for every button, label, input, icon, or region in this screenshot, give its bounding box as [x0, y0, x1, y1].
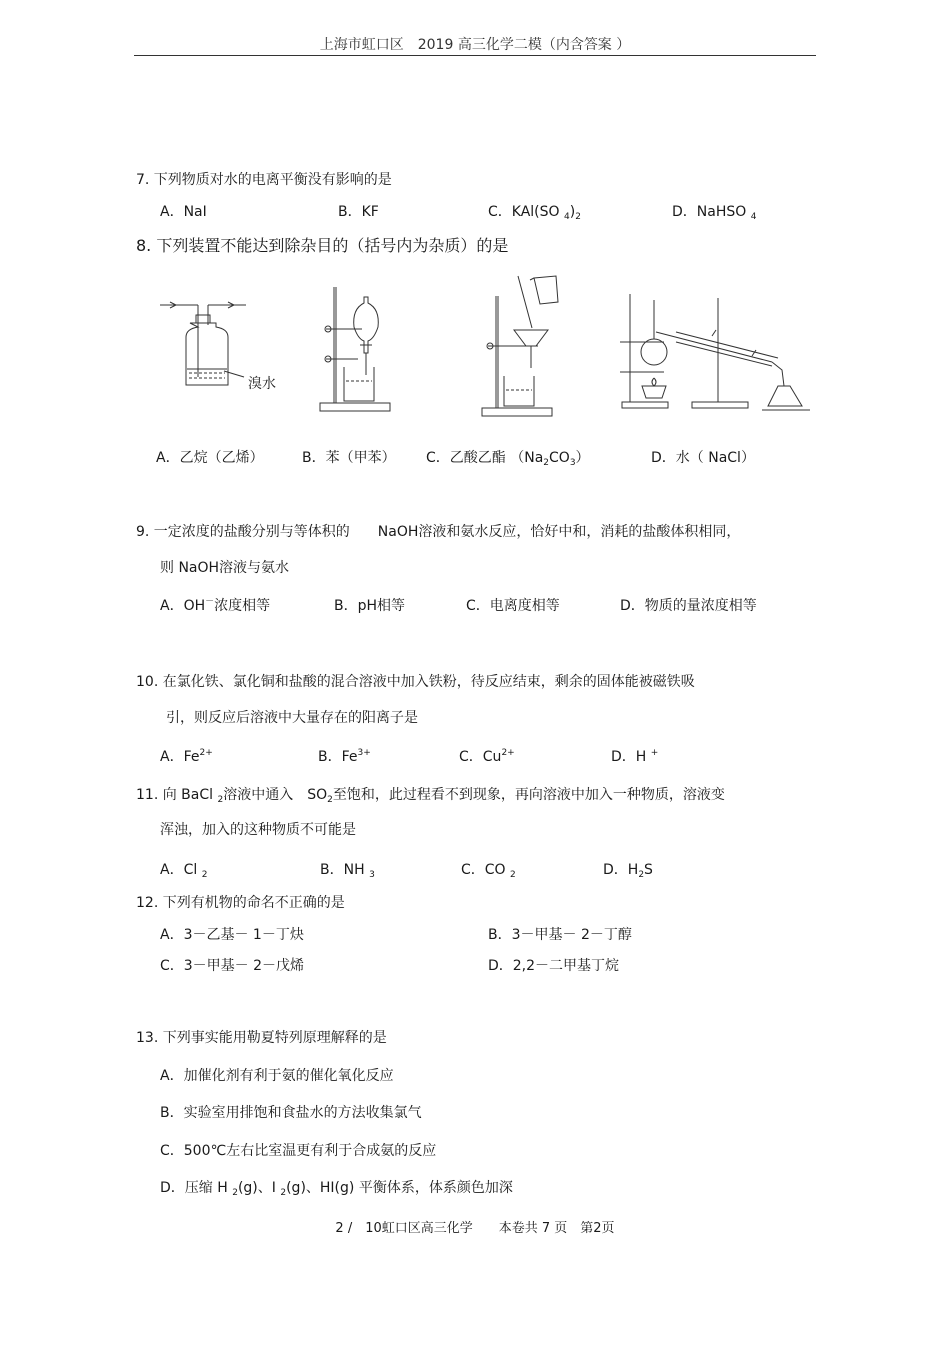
apparatus-d-distillation — [612, 290, 812, 412]
q8-stem: 8. 下列装置不能达到除杂目的（括号内为杂质）的是 — [136, 236, 509, 255]
q9-stem-line2: 则 NaOH溶液与氨水 — [160, 560, 290, 576]
q8-option-a: A．乙烷（乙烯） — [156, 450, 264, 466]
q7-option-a: A．NaI — [160, 204, 207, 220]
q13-option-c: C．500℃左右比室温更有利于合成氨的反应 — [160, 1143, 437, 1159]
q13-stem: 13. 下列事实能用勒夏特列原理解释的是 — [136, 1030, 387, 1046]
q10-option-b: B．$Fe^{3+}$ — [318, 748, 371, 765]
q12-stem: 12. 下列有机物的命名不正确的是 — [136, 895, 345, 911]
q10-option-c: C．$Cu^{2+}$ — [459, 748, 515, 765]
q13-option-d: D．压缩 H $_2$(g)、I $_2$(g)、HI(g) 平衡体系，体系颜色加深 — [160, 1180, 513, 1198]
q7-option-c: C．KAl(SO $_4)_2$ — [488, 204, 581, 222]
q10-option-a: A．$Fe^{2+}$ — [160, 748, 213, 765]
q12-option-c: C．3－甲基－ 2－戊烯 — [160, 958, 305, 974]
header-divider — [134, 55, 816, 56]
q11-stem-line1: 11. 向 BaCl $_2$溶液中通入 $SO_2$至饱和，此过程看不到现象，再向溶液中加入一种物质，溶液变 — [136, 787, 725, 805]
apparatus-a-washing-bottle — [158, 295, 253, 395]
q7-stem: 7. 下列物质对水的电离平衡没有影响的是 — [136, 172, 392, 188]
q10-option-d: D．H + — [611, 748, 659, 765]
q8-option-b: B．苯（甲苯） — [302, 450, 396, 466]
q9-stem-line1: 9. 一定浓度的盐酸分别与等体积的 NaOH溶液和氨水反应，恰好中和，消耗的盐酸体积相同， — [136, 524, 741, 540]
q8-bromine-water-label: 溴水 — [248, 376, 276, 392]
q12-option-b: B．3－甲基－ 2－丁醇 — [488, 927, 632, 943]
q8-option-c: C．乙酸乙酯 $(Na_2CO_3)$ — [426, 450, 590, 468]
q11-option-c: C．CO $_2$ — [461, 862, 516, 880]
q9-option-d: D．物质的量浓度相等 — [620, 598, 757, 614]
q9-option-a: A．OH－浓度相等 — [160, 597, 271, 614]
q11-option-a: A．Cl $_2$ — [160, 862, 208, 880]
q12-option-a: A．3－乙基－ 1－丁炔 — [160, 927, 304, 943]
q11-stem-line2: 浑浊，加入的这种物质不可能是 — [160, 822, 356, 838]
q11-option-d: D．$H_2S$ — [603, 862, 653, 880]
q8-option-d: D．水（ NaCl） — [651, 450, 755, 466]
q13-option-a: A．加催化剂有利于氨的催化氧化反应 — [160, 1068, 394, 1084]
page-header: 上海市虹口区 2019 高三化学二模（内含答案 ） — [319, 37, 631, 53]
page-footer: 2 / 10虹口区高三化学 本卷共 7 页 第2页 — [335, 1221, 615, 1236]
q13-option-b: B．实验室用排饱和食盐水的方法收集氯气 — [160, 1105, 422, 1121]
q7-option-b: B．KF — [338, 204, 379, 220]
q11-option-b: B．NH $_3$ — [320, 862, 375, 880]
q9-option-b: B．pH相等 — [334, 598, 406, 614]
apparatus-c-filtration — [478, 272, 566, 420]
apparatus-b-separatory-funnel — [318, 285, 394, 415]
q10-stem-line1: 10. 在氯化铁、氯化铜和盐酸的混合溶液中加入铁粉，待反应结束，剩余的固体能被磁铁吸 — [136, 674, 695, 690]
q9-option-c: C．电离度相等 — [466, 598, 560, 614]
q10-stem-line2: 引，则反应后溶液中大量存在的阳离子是 — [166, 710, 418, 726]
q12-option-d: D．2,2－二甲基丁烷 — [488, 958, 620, 974]
q7-option-d: D．NaHSO $_4$ — [672, 204, 757, 222]
